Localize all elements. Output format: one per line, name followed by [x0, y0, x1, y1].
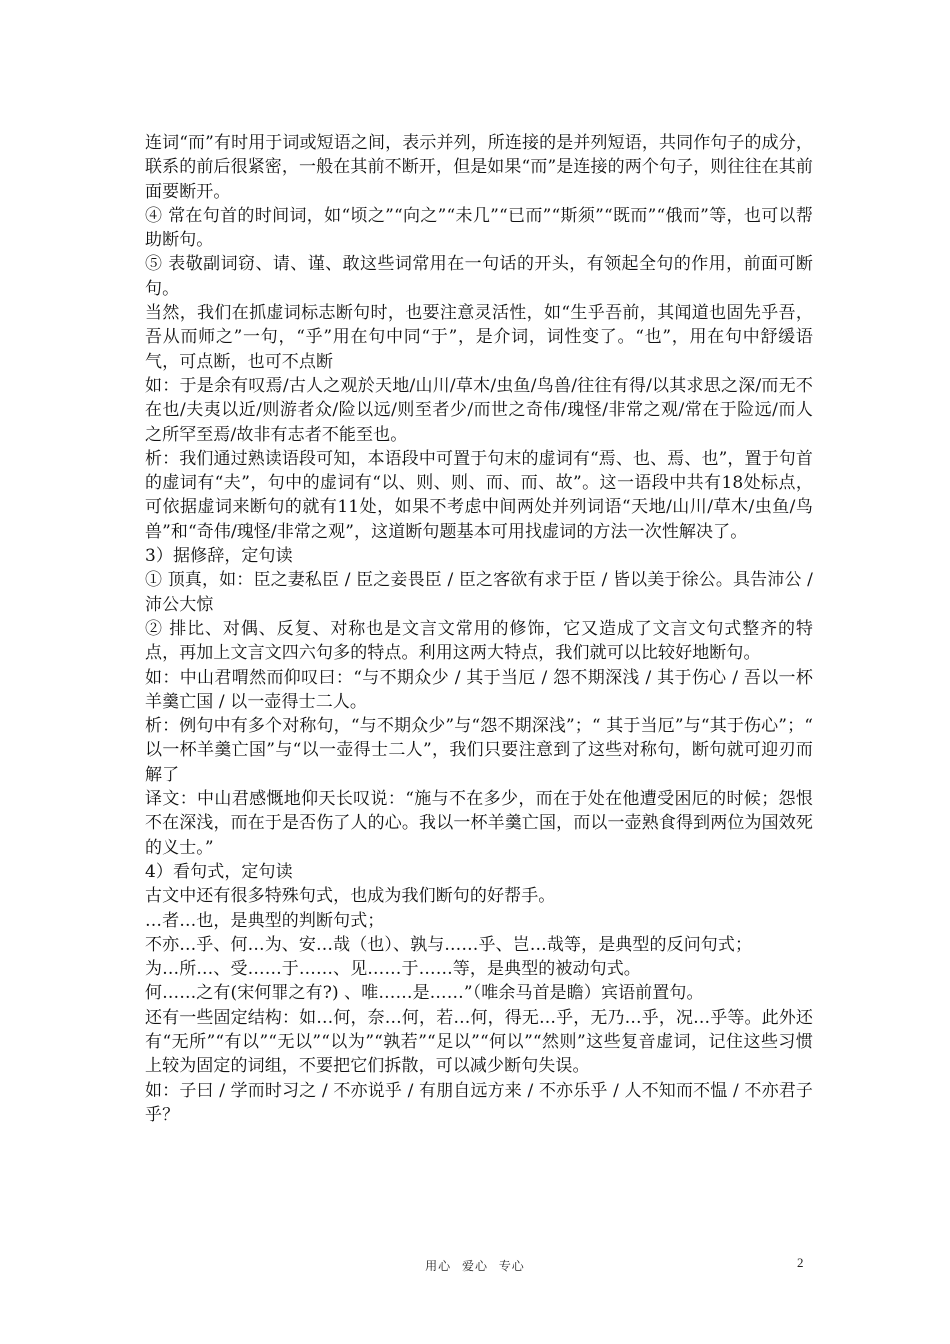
- paragraph-lianci-er: 连词“而”有时用于词或短语之间，表示并列，所连接的是并列短语，共同作句子的成分，联系的前后很紧密，一般在其前不断开，但是如果“而”是连接的两个句子，则往往在其前面要断开。: [145, 133, 813, 202]
- paragraph-analysis-xuci: 析：我们通过熟读语段可知，本语段中可置于句末的虚词有“焉、也、焉、也”，置于句首的虚词有“夫”，句中的虚词有“以、则、则、而、而、故”。这一语段中共有18处标点，可依据虚词来断句的就有11处，如果不考虑中间两处并列词语“天地/山川/草木/虫鱼/鸟兽”和“奇伟/瑰怪/非常之观”，这道断句题基本可用找虚词的方法一次性解决了。: [145, 448, 813, 542]
- paragraph-object-preposing: 何……之有(宋何罪之有?) 、唯……是……”（唯余马首是瞻）宾语前置句。: [145, 983, 704, 1004]
- paragraph-analysis-symmetry: 析：例句中有多个对称句，“与不期众少”与“怨不期深浅”；“ 其于当厄”与“其于伤心”；“ 以一杯羊羹亡国”与“以一壶得士二人”，我们只要注意到了这些对称句，断句就可迎刃而解了: [145, 716, 813, 785]
- paragraph-judgment-pattern: …者…也，是典型的判断句式；: [145, 910, 385, 931]
- paragraph-parallelism: ② 排比、对偶、反复、对称也是文言文常用的修饰，它又造成了文言文句式整齐的特点，再加上文言文四六句多的特点。利用这两大特点，我们就可以比较好地断句。: [145, 618, 813, 664]
- paragraph-rhetorical-question-pattern: 不亦…乎、何…为、安…哉（也）、孰与……乎、岂…哉等，是典型的反问句式；: [145, 934, 753, 955]
- paragraph-flexibility: 当然，我们在抓虚词标志断句时，也要注意灵活性，如“生乎吾前，其闻道也固先乎吾，吾从而师之”一句，“乎”用在句中同“于”，是介词，词性变了。“也”，用在句中舒缓语气，可点断，也可不点断: [145, 303, 813, 372]
- paragraph-passive-pattern: 为…所…、受……于……、见……于……等，是典型的被动句式。: [145, 959, 641, 980]
- paragraph-example-zhongshanjun: 如：中山君喟然而仰叹曰：“与不期众少 / 其于当厄 / 怨不期深浅 / 其于伤心 / 吾以一杯羊羹亡国 / 以一壶得士二人。: [145, 667, 813, 712]
- paragraph-special-patterns: 古文中还有很多特殊句式，也成为我们断句的好帮手。: [145, 886, 556, 907]
- section-heading-rhetoric: 3）据修辞，定句读: [145, 546, 293, 567]
- paragraph-honorific-adverbs: ⑤ 表敬副词窃、请、谨、敢这些词常用在一句话的开头，有领起全句的作用，前面可断句。: [145, 254, 813, 299]
- paragraph-dingzhen: ① 顶真，如：臣之妻私臣 / 臣之妾畏臣 / 臣之客欲有求于臣 / 皆以美于徐公。具告沛公 / 沛公大惊: [145, 570, 813, 615]
- paragraph-example-youbaochan: 如：于是余有叹焉/古人之观於天地/山川/草木/虫鱼/鸟兽/往往有得/以其求思之深/而无不在也/夫夷以近/则游者众/险以远/则至者少/而世之奇伟/瑰怪/非常之观/常在于险远/而人之所罕至焉/故非有志者不能至也。: [145, 375, 813, 445]
- paragraph-example-analects: 如：子曰 / 学而时习之 / 不亦说乎 / 有朋自远方来 / 不亦乐乎 / 人不知而不愠 / 不亦君子乎？: [145, 1080, 813, 1125]
- page-footer: 用心 爱心 专心: [425, 1259, 525, 1273]
- section-heading-sentence-patterns: 4）看句式，定句读: [145, 861, 293, 882]
- document-body: [145, 131, 813, 1127]
- paragraph-time-words: ④ 常在句首的时间词，如“顷之”“向之”“未几”“已而”“斯须”“既而”“俄而”等，也可以帮助断句。: [145, 205, 813, 251]
- page-number: 2: [797, 1255, 804, 1270]
- paragraph-translation: 译文：中山君感慨地仰天长叹说：“施与不在多少，而在于处在他遭受困厄的时候；怨恨不在深浅，而在于是否伤了人的心。我以一杯羊羹亡国，而以一壶熟食得到两位为国效死的义士。”: [145, 789, 813, 858]
- paragraph-fixed-structures: 还有一些固定结构：如…何，奈…何，若…何，得无…乎，无乃…乎，况…乎等。此外还有“无所”“有以”“无以”“以为”“孰若”“足以”“何以”“然则”这些复音虚词，记住这些习惯上较为固定的词组，不要把它们拆散，可以减少断句失误。: [145, 1007, 813, 1077]
